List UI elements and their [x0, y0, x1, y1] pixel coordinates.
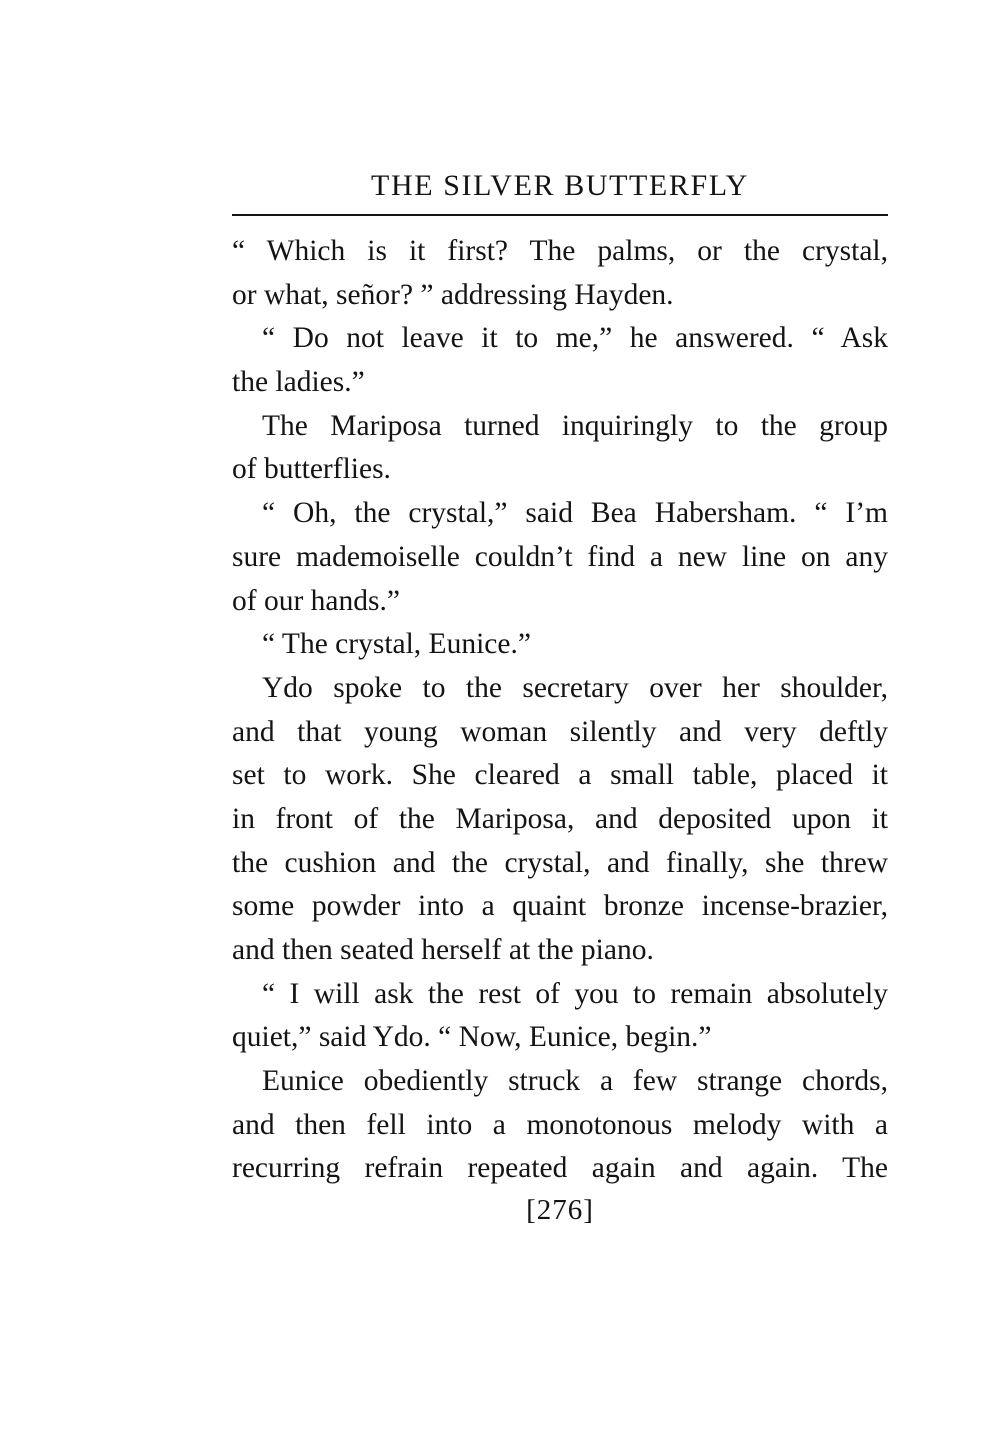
header-rule	[232, 214, 888, 216]
page-number: [276]	[526, 1194, 594, 1226]
text-line: or what, señor? ” addressing Hayden.	[232, 278, 674, 311]
text-line: and then seated herself at the piano.	[232, 934, 654, 966]
text-line: Eunice obediently struck a few strange chords,	[262, 1065, 888, 1098]
text-line: “ Which is it first? The palms, or the crystal,	[232, 235, 888, 267]
text-line: Ydo spoke to the secretary over her shoulder,	[262, 671, 888, 704]
text-line: and that young woman silently and very deftly	[232, 715, 888, 748]
text-line: “ The crystal, Eunice.”	[262, 628, 531, 661]
text-line: the cushion and the crystal, and finally, she threw	[232, 846, 888, 879]
text-line: The Mariposa turned inquiringly to the group	[262, 409, 888, 442]
text-line: set to work. She cleared a small table, placed it	[232, 759, 888, 792]
text-line: and then fell into a monotonous melody with a	[232, 1108, 888, 1141]
text-line: quiet,” said Ydo. “ Now, Eunice, begin.”	[232, 1021, 712, 1054]
running-head: THE SILVER BUTTERFLY	[371, 169, 749, 202]
text-line: the ladies.”	[232, 366, 365, 399]
text-line: “ I will ask the rest of you to remain absolutely	[262, 977, 888, 1010]
text-line: of our hands.”	[232, 584, 400, 617]
text-line: of butterflies.	[232, 453, 391, 486]
text-line: “ Oh, the crystal,” said Bea Habersham. “ I’m	[262, 497, 888, 530]
text-line: some powder into a quaint bronze incense-brazier,	[232, 890, 888, 923]
text-line: sure mademoiselle couldn’t find a new line on any	[232, 540, 888, 573]
text-line: “ Do not leave it to me,” he answered. “ Ask	[262, 322, 888, 355]
text-line: recurring refrain repeated again and again. The	[232, 1152, 888, 1185]
text-line: in front of the Mariposa, and deposited upon it	[232, 802, 888, 835]
body-text	[232, 230, 888, 1191]
